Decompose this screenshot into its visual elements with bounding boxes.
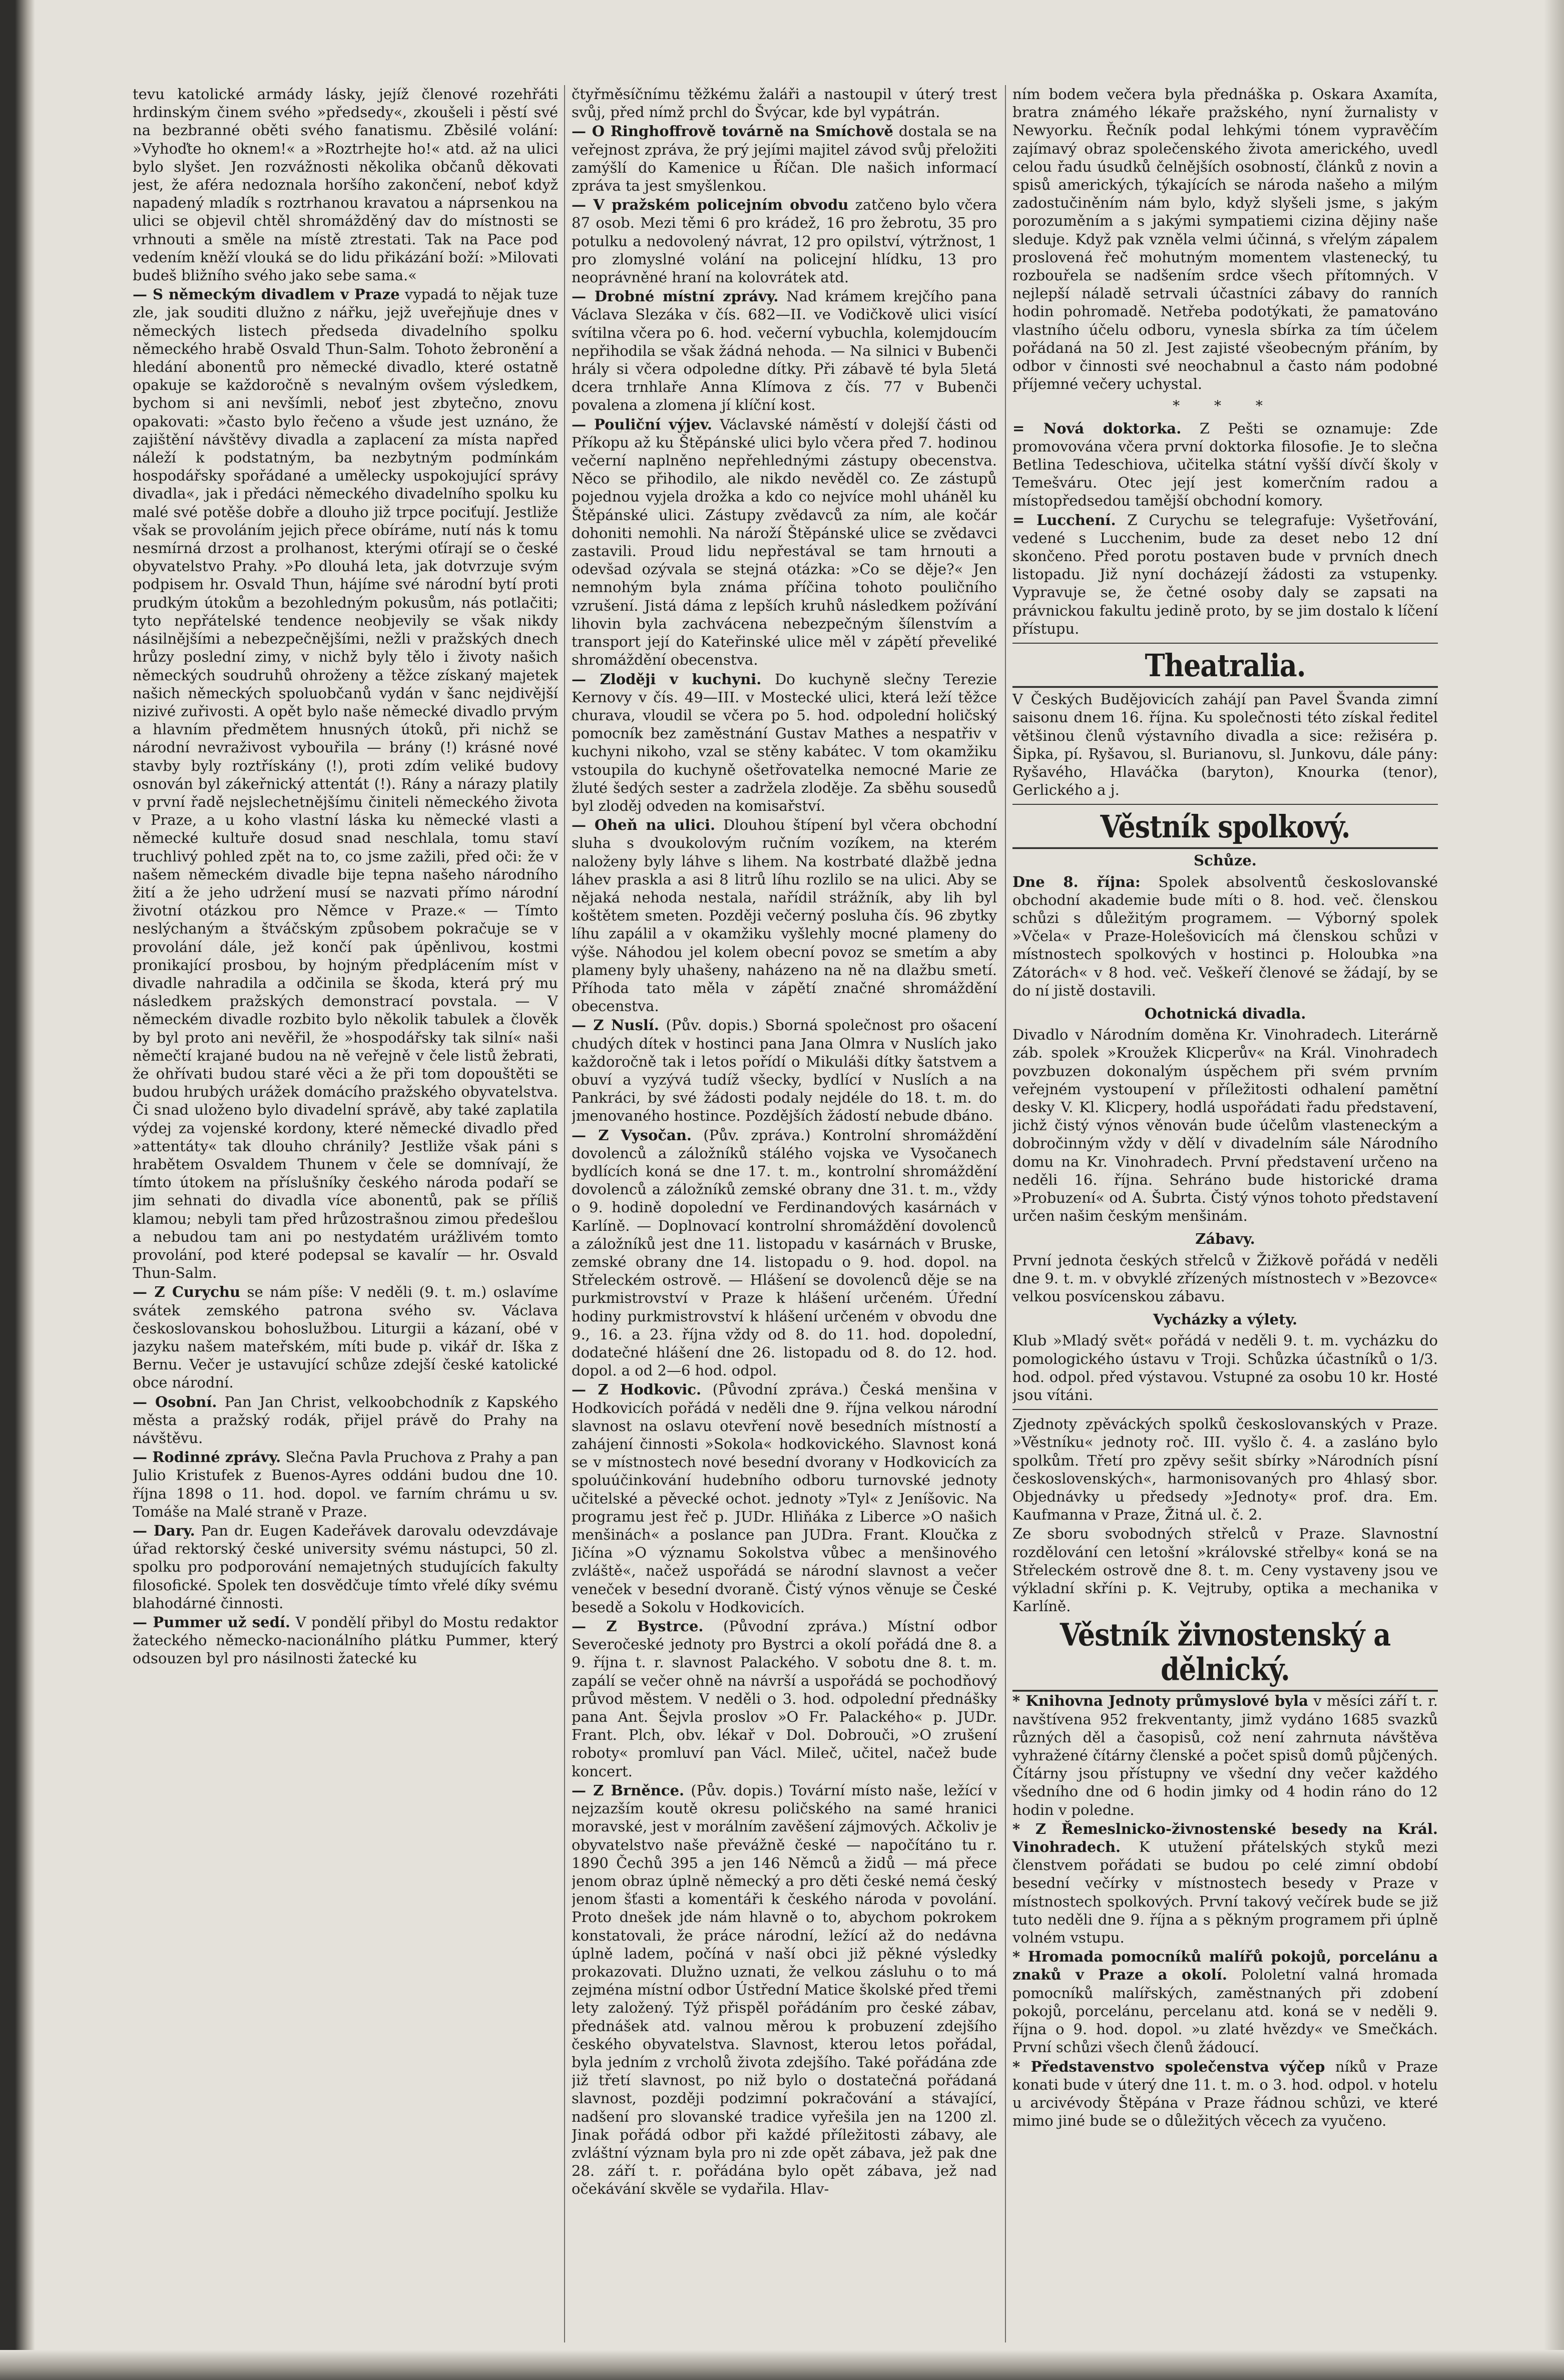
article-text: Divadlo v Národním doměna Kr. Vinohradech. Literárně záb. spolek »Kroužek Klicperův« na Král. Vinohradech povzbuzen dokonalým úspěchem při svém prvním veřejném vystoupení v příležitosti odhalení pamětní desky V. Kl. Klicpery, hodlá uspořádati řadu představení, jichž čistý výnos věnován bude účelům vlasteneckým a dobročinným vždy v dělí v divadelním sále Národního domu na Kr. Vinohradech. První představení určeno na neděli 16. října. Sehráno bude historické drama »Probuzení« od A. Šubrta. Čistý výnos tohoto představení určen našim českým menšinám.: [1012, 1026, 1438, 1225]
article-paragraph: [1012, 1692, 1438, 1818]
article-paragraph: [572, 287, 997, 414]
article-lead: = Nová doktorka.: [1012, 419, 1182, 437]
article-paragraph: [1012, 1026, 1438, 1225]
article-text: (Pův. dopis.) Sborná společnost pro ošacení chudých dítek v hostinci pana Jana Olmra v Nuslích jako každoročně tak i letos pořídí o Mikuláši dítky šatstvem a obuví a vyzývá tudíž všecky, bydlící v Nuslích a na Pankráci, by své žádosti podaly nejdéle do 18. t. m. do jmenovaného hostince. Pozdějších žádostí nebude dbáno.: [572, 1017, 997, 1125]
article-lead: * Knihovna Jednoty průmyslové byla: [1012, 1692, 1308, 1710]
vychazky-subheading: Vycházky a výlety.: [1153, 1311, 1298, 1328]
schuze-items: [1012, 873, 1438, 1000]
article-text: (Původní zpráva.) Místní odbor Severočeské jednoty pro Bystrci a okolí pořádá dne 8. a 9. října t. r. slavnost Palackého. V sobotu dne 8. t. m. zapálí se večer ohně na návrší a uspořádá se pochodňový průvod městem. V neděli o 3. hod. odpolední přednášky pana Ant. Šejvla proslov »O Fr. Palackého« p. JUDr. Frant. Plch, obv. lékař v Dol. Dobrouči, »O zrušení roboty« promluví pan Václ. Mileč, učitel, načež bude koncert.: [572, 1618, 997, 1780]
article-text: Pan dr. Eugen Kadeřávek darovalu odevzdávaje úřad rektorský české university svému nástupci, 50 zl. spolku pro podporování nemajetných studujících fakulty filosofické. Spolek ten dosvědčuje tímto vřelé díky svému blahodárné činnosti.: [133, 1522, 558, 1612]
schuze-subheading: Schůze.: [1194, 852, 1257, 869]
article-paragraph: [572, 415, 997, 669]
article-text: Z Pešti se oznamuje: Zde promovována včera první doktorka filosofie. Je to slečna Betlina Tedeschiova, učitelka státní vyšší dívčí školy v Temešváru. Otec její jest komerčním radou a místopředsedou tamější obchodní komory.: [1012, 419, 1438, 510]
theatralia-heading: Theatralia.: [1012, 648, 1438, 688]
article-paragraph: [133, 85, 558, 284]
article-paragraph: [1012, 1525, 1438, 1615]
article-paragraph: [133, 1393, 558, 1448]
article-paragraph: [572, 1380, 997, 1616]
zabavy-items: [1012, 1251, 1438, 1306]
article-text: Z Curychu se telegrafuje: Vyšetřování, vedené s Lucchenim, bude za deset nebo 12 dní skončeno. Před porotu postaven bude v prvních dnech listopadu. Již nyní docházejí žádosti za vstupenky. Vypravuje se, že četné osoby daly se zapsati na právnickou fakultu jedině proto, by se jim dostalo k líčení přístupu.: [1012, 511, 1438, 637]
article-text: K utužení přátelských styků mezi členstvem pořádati se budou po celé zimní období besední večírky v místnostech besedy v Praze v místnostech spolkových. První takový večírek bude se již tuto neděli dne 9. října a s pěkným programem při úplně volném vstupu.: [1012, 1838, 1438, 1947]
ochotnicka-items: [1012, 1026, 1438, 1225]
article-lead: — S německým divadlem v Praze: [133, 286, 400, 303]
article-text: (Pův. dopis.) Tovární místo naše, ležící v nejzazším koutě okresu poličského na samé hranici moravské, jest v morálním zavěšení zájmových. Ačkoliv je obyvatelstvo naše převážně české — napočítáno tu r. 1890 Čechů 395 a jen 146 Němců a židů — má přece jenom obraz úplně německý a pro děti české nemá český jenom šťasti a komentáři k českého národa v povolání. Proto dnešek jde nám hlavně o to, abychom pokrokem konstatovali, že práce národní, ležící až do nedávna úplně ladem, počíná v naší obci již pěkné výsledky prokazovati. Dlužno uznati, že velkou zásluhu o to má zejména místní odbor Ústřední Matice školské před třemi lety založený. Týž přispěl pořádáním pro české zábav, přednášek atd. valnou měrou k probuzení zdejšího českého obyvatelstva. Slavnost, kterou letos pořádal, byla jedním z vrcholů života zdejšího. Také pořádána zde již třetí slavnost, po niž bylo o dostatečná pořádaná slavnost, později podzimní pokračování a stávající, nadšení pro slovanské tradice vyřešila jen na 1200 zl. Jinak pořádá odbor při každé příležitosti zábavy, ale zvláštní význam byla pro ni zde opět zábava, jež pak dne 28. září t. r. pořádána bylo opět zábava, jež nad očekávání skvěle se vydařila. Hlav-: [572, 1781, 997, 2198]
vychazky-items: [1012, 1331, 1438, 1404]
article-text: Ze sboru svobodných střelců v Praze. Slavnostní rozdělování cen letošní »královské střelby« koná se na Střeleckém ostrově dne 8. t. m. Ceny vystaveny jsou ve výkladní skříni p. K. Vejtruby, optika a mechanika v Karlíně.: [1012, 1525, 1438, 1615]
article-paragraph: [133, 285, 558, 1282]
article-paragraph: [1012, 1251, 1438, 1306]
article-paragraph: [572, 816, 997, 1015]
article-lead: — V pražském policejním obvodu: [572, 196, 849, 214]
article-paragraph: [572, 196, 997, 286]
article-lead: — O Ringhoffrově továrně na Smíchově: [572, 123, 893, 140]
article-lead: — Pouliční výjev.: [572, 415, 712, 433]
article-lead: * Představenstvo společenstva výčep: [1012, 2058, 1325, 2075]
news-items: [1012, 419, 1438, 638]
zabavy-subheading: Zábavy.: [1195, 1230, 1255, 1248]
article-text: Klub »Mladý svět« pořádá v neděli 9. t. m. vycházku do pomologického ústavu v Troji. Schůzka účastníků o 1/3. hod. odpol. před výstavou. Vstupné za osobu 10 kr. Hosté jsou vítáni.: [1012, 1332, 1438, 1403]
article-text: Slečna Pavla Pruchova z Prahy a pan Julio Kristufek z Buenos-Ayres oddáni budou dne 10. října 1898 o 11. hod. dopol. ve farním chrámu u sv. Tomáše na Malé straně v Praze.: [133, 1449, 558, 1520]
scan-left-edge: [0, 0, 35, 2380]
article-lead: — Z Bystrce.: [572, 1618, 704, 1635]
article-lead: — Z Hodkovic.: [572, 1381, 702, 1398]
spolky-more-items: [1012, 1415, 1438, 1615]
theatralia-paragraph: V Českých Budějovicích zahájí pan Pavel Švanda zimní saisonu dnem 16. října. Ku společnosti této získal ředitel většinou členů výstavního divadla a sice: režiséra p. Šipka, pí. Ryšavou, sl. Burianovu, sl. Junkovu, dále pány: Ryšavého, Hlaváčka (baryton), Knourka (tenor), Gerlického a j.: [1012, 691, 1438, 799]
column-rule-1: [564, 85, 565, 2342]
article-lead: — Pummer už sedí.: [133, 1614, 291, 1631]
article-lead: — Dary.: [133, 1522, 195, 1540]
article-paragraph: [1012, 1331, 1438, 1404]
article-paragraph: [1012, 511, 1438, 638]
article-lead: — Oheň na ulici.: [572, 816, 716, 834]
scan-right-edge: [1544, 0, 1564, 2380]
article-text: V pondělí přibyl do Mostu redaktor žateckého německo-nacionálního plátku Pummer, který odsouzen byl pro násilnosti žatecké ku: [133, 1614, 558, 1667]
article-text: Spolek absolventů českoslovanské obchodní akademie bude míti o 8. hod. več. členskou schůzi s důležitým programem. — Výborný spolek »Včela« v Praze-Holešovicích má členskou schůzi v místnostech spolkových v hostinci p. Holoubka »na Zátorách« v 8 hod. več. Veškeří členové se žádají, by se do ní jistě dostavili.: [1012, 873, 1438, 999]
newspaper-page: [133, 85, 1454, 2342]
section-divider: [1012, 1409, 1438, 1410]
article-paragraph: [1012, 1948, 1438, 2056]
article-paragraph: [133, 1613, 558, 1668]
article-lead: — Rodinné zprávy.: [133, 1449, 281, 1466]
article-paragraph: [572, 85, 997, 121]
article-lead: * Hromada pomocníků malířů pokojů, porcelánu a znaků v Praze a okolí.: [1012, 1948, 1438, 1984]
article-paragraph: [1012, 419, 1438, 510]
article-paragraph: [572, 1781, 997, 2198]
article-text: níků v Praze konati bude v úterý dne 11. t. m. o 3. hod. odpol. v hotelu u arcivévody Štěpána v Praze řádnou schůzi, ve které mimo jiné bude se o důležitých věcech za vyučeno.: [1012, 2058, 1438, 2130]
article-lead: — Z Nuslí.: [572, 1017, 660, 1034]
article-lead: — Z Vysočan.: [572, 1126, 692, 1144]
ochotnicka-subheading: Ochotnická divadla.: [1144, 1005, 1306, 1022]
article-lead: * Z Řemeslnicko-živnostenské besedy na Král. Vinohradech.: [1012, 1820, 1438, 1856]
article-text: dostala se na veřejnost zpráva, že prý jejími majitel závod svůj přeložiti zamýšlí do Kamenice u Říčan. Dle našich informací zpráva ta jest smyšlenkou.: [572, 123, 997, 195]
article-lead: Dne 8. října:: [1012, 873, 1141, 890]
article-text: zatčeno bylo včera 87 osob. Mezi těmi 6 pro krádež, 16 pro žebrotu, 35 pro potulku a nedovolený návrat, 12 pro opilství, výtržnost, 1 pro zlomyslné volání na policejní hlídku, 13 pro neoprávněné hraní na kolovrátek atd.: [572, 196, 997, 286]
article-paragraph: [1012, 2058, 1438, 2130]
article-text: (Pův. zpráva.) Kontrolní shromáždění dovolenců a záložníků stálého vojska ve Vysočanech bydlících koná se dne 17. t. m., kontrolní shromáždění dovolenců a záložníků zemské obrany dne 31. t. m., vždy o 9. hodině dopolední ve Ferdinandových kasárnách v Karlíně. — Doplnovací kontrolní shromáždění dovolenců a záložníků jest dne 11. listopadu v kasárnách v Bruske, zemské obrany dne 14. listopadu o 9. hod. dopol. na Střeleckém ostrově. — Hlášení se dovolenců děje se na purkmistrovství v Praze k hlášení určeném. Úřední hodiny purkmistrovství k hlášení určeném v obvodu dne 9., 16. a 23. října vždy od 8. do 11. hod. dopolední, dodatečné hlášení dne 26. listopadu od 8. do 12. hod. dopol. a od 2—6 hod. odpol.: [572, 1126, 997, 1379]
article-text: Pan Jan Christ, velkoobchodník z Kapského města a pražský rodák, přijel právě do Prahy na návštěvu.: [133, 1393, 558, 1447]
article-text: v měsíci září t. r. navštívena 952 frekventanty, jimž vydáno 1685 svazků různých děl a časopisů, což není zahrnuta návštěva vyhražené čítárny členské a počet spisů domů půjčených. Čítárny jsou přístupny ve všední dny večer každého všedního dne od 6 hodin jimky od 4 hodin ráno do 12 hodin v poledne.: [1012, 1692, 1438, 1818]
separator-stars: * * *: [1173, 397, 1278, 414]
column-3: [1012, 85, 1438, 2342]
column-1: [133, 85, 558, 2342]
article-lead: — Osobní.: [133, 1393, 217, 1410]
vestnik-zivnostensky-heading: Věstník živnostenský a dělnický.: [1012, 1618, 1438, 1692]
column-2: [572, 85, 997, 2342]
article-text: Do kuchyně slečny Terezie Kernovy v čís. 49—III. v Mostecké ulici, která leží těžce churava, vloudil se včera po 5. hod. odpolední holičský pomocník bez zaměstnání Gustav Mathes a nespatřiv v kuchyni nikoho, vzal se stěny kabátec. V tom okamžiku vstoupila do kuchyně ošetřovatelka nemocné Marie ze žluté šedých sester a zadržela zloděje. Za sběhu sousedů byl zloděj odveden na komisařství.: [572, 670, 997, 814]
article-text: vypadá to nějak tuze zle, jak souditi dlužno z nářku, jejž uveřejňuje dnes v německých listech předseda divadelního spolku německého hrabě Osvald Thun-Salm. Tohoto žebronění a hledání abonentů pro německé divadlo, které ostatně opakuje se každoročně s nevalným ovšem výsledkem, bychom si ani nevšímli, neboť jest zbytečno, znovu opakovati: »často bylo řečeno a všude jest uznáno, že zajištění návštěvy divadla a zaplacení za místa napřed náleží k podstatným, ba nezbytným podmínkám hospodářsky spořádané a umělecky uspokojující správy divadla«, jak i předáci německého divadelního spolku ku malé své potěše dobře a dlouho již trpce pociťují. Jestliže však se provoláním jejich přece obíráme, nutí nás k tomu nesmírná drzost a prolhanost, kterými oťírají se o české obyvatelstvo Prahy. »Po dlouhá leta, jak dotvrzuje svým podpisem hr. Osvald Thun, hájíme své národní bytí proti prudkým útokům a bezohledným pokusům, nás potlačiti; tyto nepřátelské tendence neobjevily se však nikdy násilnějšími a nebezpečnějšími, nežli v pražských dnech hrůzy poslední zimy, v nichž byly tělo i životy našich německých soudruhů ohroženy a těžce získaný majetek našich německých spoluobčanů vydán v šanc nejdivější nizivé zuřivosti. A opět bylo naše německé divadlo prvým a hlavním předmětem hnusných útoků, při nichž se národní nevraživost vybouřila — brány (!) krásné nové stavby byly roztřískány (!), proti zdím veliké budovy osnován byl zákeřnický attentát (!). Rány a nárazy platily v první řadě nejslechetnějšímu činiteli německého života v Praze, a u koho vlastní láska ku německé vlasti a německé kultuře dosud snad neschlala, tomu staví truchlivý pohled zpět na to, co jsme zažili, před oči: že v našem německém divadle bije tepna našeho národního žití a že jeho udržení musí se nazvati přímo národní životní otázkou pro Němce v Praze.« — Tímto neslýchaným a štváčským způsobem pokračuje se v provolání dále, jež končí pak úpěnlivou, kostmi pronikající prosbou, by hojným předplácením míst v divadle nahradila a odčinila se škoda, která prý mu následkem pražských demonstrací povstala. — V německém divadle rozbito bylo několik tabulek a člověk by byl proto ani nevěřil, že »hospodářsky tak silní« naši němečtí krajané budou na ně veřejně v čele listů žebrati, že ohřívati budou staré věci a že při tom dopouštěti se budou hrubých urážek domácího pražského obyvatelstva. Či snad uloženo bylo divadelní správě, aby také zaplatila výdej za vojenské kordony, které německé divadlo před »attentáty« tak dlouho chránily? Jestliže však páni s hrabětem Osvaldem Thunem v čele se domnívají, že tímto útokem na příslušníky českého národa podaří se jim sehnati do divadla více abonentů, pak se příliš klamou; nebyli tam před hrůzostrašnou zimou předešlou a nebudou tam ani po nestydatém urážlivém tomto provolání, pod které podepsal se kavalír — hr. Osvald Thun-Salm.: [133, 286, 558, 1282]
article-text: (Původní zpráva.) Česká menšina v Hodkovicích pořádá v neděli dne 9. října velkou národní slavnost na oslavu otevření nově besedních místností a zahájení činnosti »Sokola« hodkovického. Slavnost koná se v místnostech nové besední dvorany v Hodkovicích za spoluúčinkování hudebního odboru turnovské jednoty učitelské a pěvecké ochot. jednoty »Tyl« z Jeníšovic. Na programu jest řeč p. JUDr. Hliňáka z Liberce »O našich menšinách« a poslance pan JUDra. Frant. Kloučka z Jičína »O významu Sokolstva vůbec a menšinového zvláště«, načež uspořádá se národní slavnost a večer veneček v besední dvoraně. Čistý výnos věnuje se České besedě a Sokolu v Hodkovicích.: [572, 1381, 997, 1616]
article-paragraph: [133, 1283, 558, 1391]
article-paragraph: [1012, 1820, 1438, 1947]
article-paragraph: [1012, 1415, 1438, 1524]
article-paragraph: [133, 1522, 558, 1612]
article-paragraph: [572, 1126, 997, 1380]
article-paragraph: [572, 1016, 997, 1125]
article-paragraph: [572, 1617, 997, 1780]
article-lead: — Drobné místní zprávy.: [572, 288, 779, 305]
article-text: První jednota českých střelců v Žižkově pořádá v neděli dne 9. t. m. v obvyklé zřízených místnostech v »Bezovce« velkou posvícenskou zábavu.: [1012, 1251, 1438, 1305]
article-paragraph: [572, 670, 997, 815]
article-text: Nad krámem krejčího pana Václava Slezáka v čís. 682—II. ve Vodičkově ulici visící svítilna včera po 6. hod. večerní vybuchla, kolemjdoucím nepřihodila se však žádná nehoda. — Na silnici v Bubenči hrály si včera odpoledne dítky. Při zábavě té byla 5letá dcera trnhlaře Anna Klímova z čís. 77 v Bubenči povalena a zlomena jí klíční kost.: [572, 288, 997, 414]
scan-bottom-edge: [0, 2350, 1564, 2380]
section-divider: [1012, 643, 1438, 644]
article-text: Václavské náměstí v dolejší části od Příkopu až ku Štěpánské ulici bylo včera před 7. hodinou večerní naplněno nepřehlednými zástupy obecenstva. Něco se přihodilo, ale nikdo nevěděl co. Ze zástupů pojednou vyjela drožka a kdo co nejvíce mohl uháněl ku Štěpánské ulici. Zástupy zvědavců za ním, ale kočár dohoniti nemohli. Na nároží Štěpánské ulice se zvědavci zastavili. Proud lidu nepřestával se tam hrnouti a odevšad ozývala se stejná otázka: »Co se děje?« Jen nemnohým byla známa příčina tohoto pouličního vzrušení. Jistá dáma z lepších kruhů následkem požívání lihovin byla zachvácena nebezpečným šílenstvím a transport její do Kateřinské ulice měl v zápětí převeliké shromáždění obecenstva.: [572, 415, 997, 669]
article-text: ním bodem večera byla přednáška p. Oskara Axamíta, bratra známého lékaře pražského, nyní žurnalisty v Newyorku. Řečník podal lehkými tónem vypravěčím zajímavý obraz společenského života amerického, uvedl celou řadu úsudků čelnějších osobností, článků z novin a spisů amerických, týkajících se národa našeho a milým zadostučiněním nám bylo, když slyšeli jsme, s jakým porozuměním a s jakými sympatiemi cizina dějiny naše sleduje. Když pak vzněla velmi účinná, s vřelým zápalem proslovená řeč mohutným momentem vlastenecký, tu rozbouřela se nadšením srdce všech přítomných. V nejlepší náladě setrvali účastníci zábavy do ranních hodin pohromadě. Netřeba podotýkati, že pamatováno vlastního účelu odboru, vynesla sbírka za tím účelem pořádaná na 50 zl. Jest zajisté všeobecným přáním, by odbor v činnosti své neochabnul a často nám podobné příjemné večery uchystal.: [1012, 86, 1438, 393]
article-paragraph: [1012, 85, 1438, 393]
article-text: se nám píše: V neděli (9. t. m.) oslavíme svátek zemského patrona svého sv. Václava českoslovanskou bohoslužbou. Liturgii a kázaní, obé v jazyku našem mateřském, míti bude p. vikář dr. Iška z Bernu. Večer je ustavující schůze zdejší české katolické obce národní.: [133, 1283, 558, 1391]
article-lead: — Z Brněnce.: [572, 1781, 685, 1799]
axamit-lecture-paragraph: [1012, 85, 1438, 393]
article-lead: = Lucchení.: [1012, 511, 1116, 529]
zivnostensky-items: [1012, 1692, 1438, 2130]
article-text: Zjednoty zpěváckých spolků českoslovanských v Praze. »Věstníku« jednoty roč. III. vyšlo č. 4. a zasláno bylo spolkům. Třetí pro zpěvy sešit sbírky »Národních písní československých«, harmonisovaných pro 4hlasý sbor. Objednávky u předsedy »Jednoty« prof. dra. Em. Kaufmanna v Praze, Žitná ul. č. 2.: [1012, 1415, 1438, 1524]
article-text: čtyřměsíčnímu těžkému žaláři a nastoupil v úterý trest svůj, před nímž prchl do Švýcar, kde byl vypátrán.: [572, 86, 997, 121]
article-text: Pololetní valná hromada pomocníků malířských, zaměstnaných při zdobení pokojů, porcelánu, percelanu atd. koná se v neděli 9. října o 9. hod. dopol. »u zlaté hvězdy« ve Smečkách. První schůzi všech členů žádoucí.: [1012, 1966, 1438, 2056]
article-text: Dlouhou štípení byl včera obchodní sluha s dvoukolovým ručním vozíkem, na kterém naloženy byly láhve s lihem. Na kostrbaté dlažbě jedna láhev praskla a asi 8 litrů líhu rozlilo se na ulici. Aby se nějaká nehoda nestala, nařídil strážník, aby lih byl koštětem smeten. Později večerný posluha čís. 96 zbytky líhu zapálil a v okamžiku vyšlehly mocné plameny do výše. Náhodou jel kolem obecní povoz se smetím a aby plameny byly uhašeny, naházeno na ně na dlažbu smetí. Příhoda tato měla v zápětí značné shromáždění obecenstva.: [572, 816, 997, 1015]
article-lead: — Zloději v kuchyni.: [572, 670, 762, 688]
column-rule-2: [1005, 85, 1006, 2342]
section-divider: [1012, 804, 1438, 805]
article-paragraph: [1012, 873, 1438, 1000]
article-lead: — Z Curychu: [133, 1283, 241, 1301]
article-text: tevu katolické armády lásky, jejíž členové rozehřáti hrdinským činem svého »předsedy«, zkoušeli i pěstí své na bezbranné oběti svého fanatismu. Zběsilé volání: »Vyhoďte ho oknem!« a »Roztrhejte ho!« atd. až na ulici bylo slyšet. Jen rozvážnosti několika občanů děkovati jest, že aféra nedoznala horšího zakončení, neboť když napadený mladík s roztrhanou kravatou a náprsenkou na ulici se objevil chtěl shromážděný dav do místnosti se vrhnouti a směle na místě ztrestati. Tak na Pace pod vedením kněží vlouká se do lidu přikázání boží: »Milovati budeš bližního svého jako sebe sama.«: [133, 86, 558, 284]
article-paragraph: [572, 122, 997, 195]
vestnik-spolkovy-heading: Věstník spolkový.: [1012, 809, 1438, 849]
article-paragraph: [133, 1448, 558, 1521]
